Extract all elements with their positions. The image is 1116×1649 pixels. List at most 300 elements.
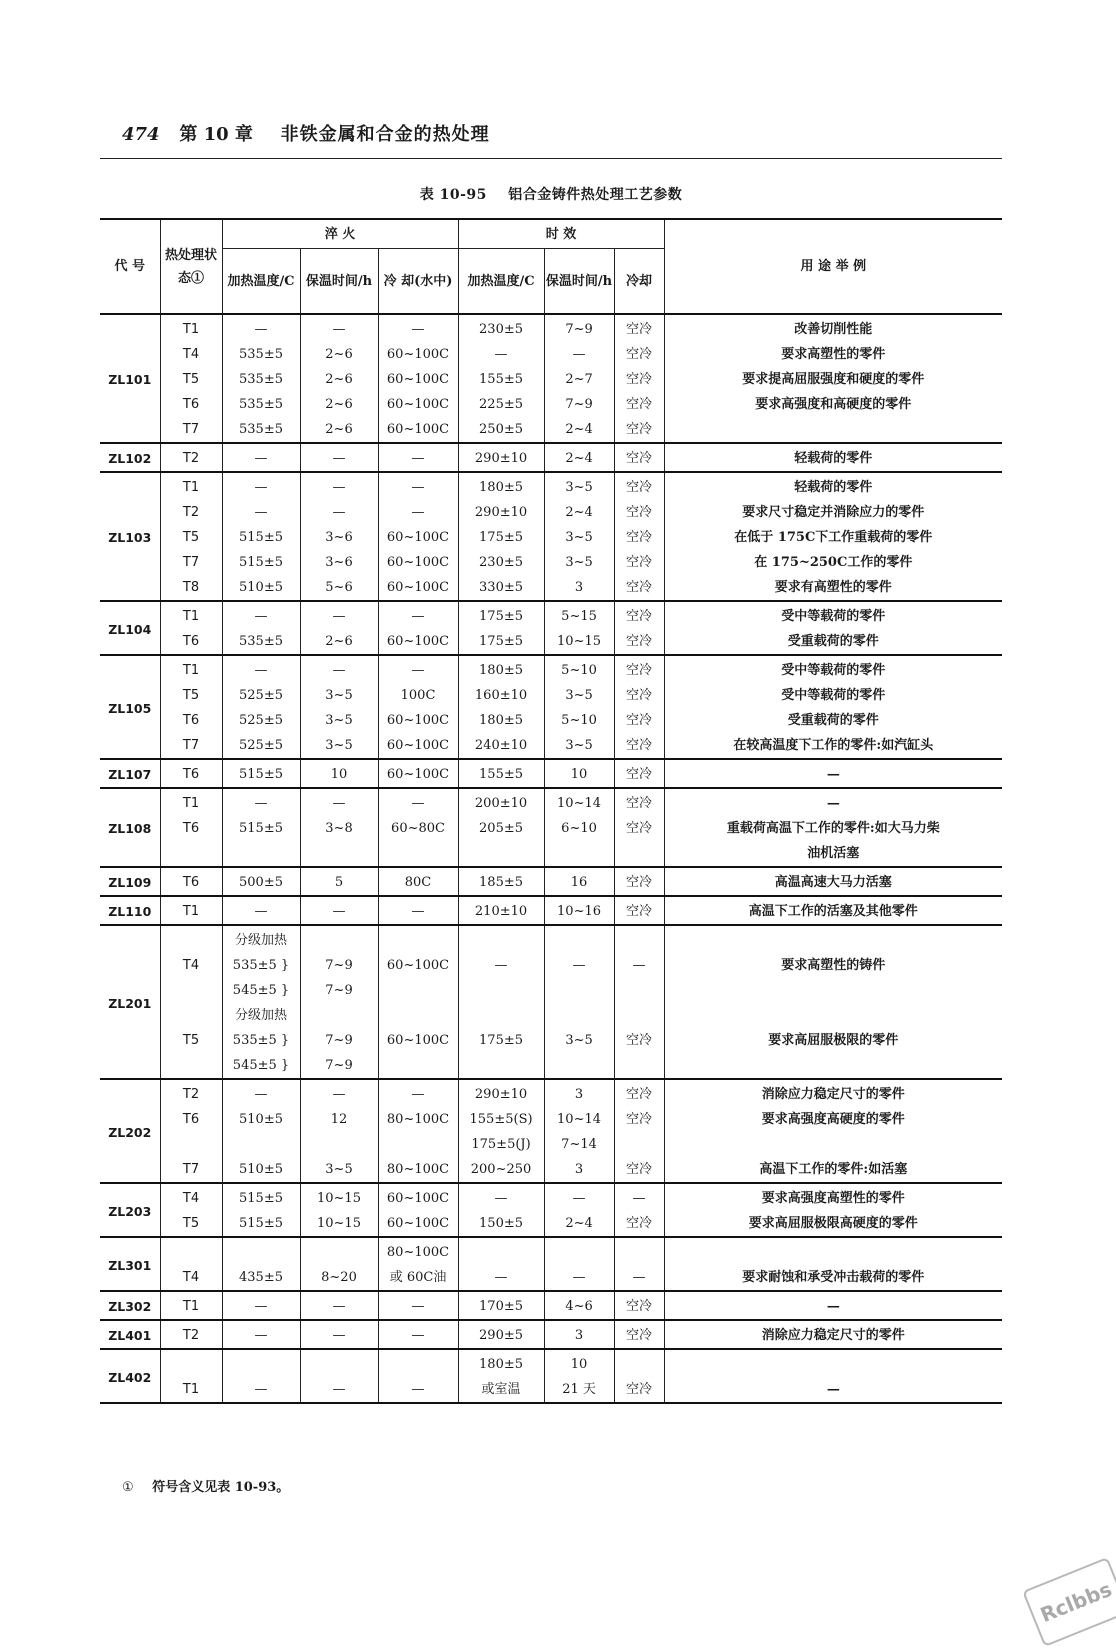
quench-time-cell: — <box>300 1291 378 1320</box>
quench-time-cell <box>300 841 378 867</box>
quench-cool-cell <box>378 1053 458 1079</box>
alloy-group <box>100 472 1002 601</box>
quench-time-cell <box>300 1132 378 1157</box>
quench-temp-cell: 535±5 } <box>222 1028 300 1053</box>
table-row <box>100 896 1002 925</box>
use-cell <box>664 1237 1002 1265</box>
use-cell: 受重载荷的零件 <box>664 708 1002 733</box>
quench-time-cell: 5 <box>300 867 378 896</box>
quench-temp-cell: — <box>222 443 300 472</box>
use-cell: 在低于 175C下工作重载荷的零件 <box>664 525 1002 550</box>
aging-time-cell: 3 <box>544 1079 614 1107</box>
use-cell <box>664 1349 1002 1377</box>
alloy-code: ZL201 <box>108 995 152 1011</box>
state-cell <box>160 1132 222 1157</box>
alloy-group <box>100 867 1002 896</box>
table-row <box>100 525 1002 550</box>
quench-cool-cell <box>378 925 458 953</box>
aging-cool-cell: 空冷 <box>614 1291 664 1320</box>
aging-temp-cell: 330±5 <box>458 575 544 601</box>
quench-cool-cell: — <box>378 1079 458 1107</box>
table-row <box>100 1320 1002 1349</box>
quench-temp-cell: 535±5 <box>222 629 300 655</box>
aging-temp-cell: 230±5 <box>458 314 544 342</box>
watermark-stamp: Rclbbs <box>1022 1557 1116 1647</box>
quench-time-cell <box>300 925 378 953</box>
aging-cool-cell <box>614 978 664 1003</box>
aging-time-cell: 3~5 <box>544 683 614 708</box>
aging-time-cell: 3 <box>544 1320 614 1349</box>
col-quench-cool-header: 冷 却(水中) <box>378 249 458 315</box>
footnote <box>122 1476 289 1495</box>
state-cell: T7 <box>160 550 222 575</box>
aging-time-cell: 5~10 <box>544 655 614 683</box>
alloy-code: ZL301 <box>108 1257 152 1273</box>
table-row <box>100 1053 1002 1079</box>
quench-cool-cell: — <box>378 1291 458 1320</box>
use-cell: 高温下工作的零件:如活塞 <box>664 1157 1002 1183</box>
quench-temp-cell: — <box>222 896 300 925</box>
alloy-group <box>100 1079 1002 1183</box>
state-cell: T6 <box>160 759 222 788</box>
table-row <box>100 759 1002 788</box>
table-row <box>100 1211 1002 1237</box>
aging-temp-cell: 175±5 <box>458 601 544 629</box>
quench-time-cell <box>300 1237 378 1265</box>
alloy-code: ZL402 <box>108 1369 152 1385</box>
aging-cool-cell: — <box>614 953 664 978</box>
alloy-group <box>100 1320 1002 1349</box>
aging-cool-cell: 空冷 <box>614 708 664 733</box>
quench-temp-cell <box>222 841 300 867</box>
state-cell: T1 <box>160 788 222 816</box>
state-cell: T5 <box>160 367 222 392</box>
aging-cool-cell: 空冷 <box>614 1028 664 1053</box>
aging-cool-cell <box>614 841 664 867</box>
col-quench-time-header: 保温时间/h <box>300 249 378 315</box>
alloy-group <box>100 314 1002 443</box>
quench-time-cell: — <box>300 788 378 816</box>
aging-cool-cell <box>614 925 664 953</box>
aging-temp-cell: 230±5 <box>458 550 544 575</box>
state-cell: T2 <box>160 443 222 472</box>
quench-time-cell: — <box>300 1320 378 1349</box>
alloy-group <box>100 759 1002 788</box>
quench-cool-cell <box>378 841 458 867</box>
state-cell: T6 <box>160 708 222 733</box>
table-row <box>100 1265 1002 1291</box>
quench-temp-cell: — <box>222 1377 300 1403</box>
aging-temp-cell: 175±5 <box>458 629 544 655</box>
quench-cool-cell: 60~100C <box>378 759 458 788</box>
aging-temp-cell <box>458 1003 544 1028</box>
aging-time-cell: 10~15 <box>544 629 614 655</box>
aging-time-cell: 2~7 <box>544 367 614 392</box>
aging-time-cell: 10~14 <box>544 1107 614 1132</box>
table-row <box>100 443 1002 472</box>
state-cell: T5 <box>160 683 222 708</box>
quench-temp-cell: 535±5 <box>222 392 300 417</box>
quench-time-cell: — <box>300 443 378 472</box>
aging-temp-cell: 150±5 <box>458 1211 544 1237</box>
use-cell: 要求提高屈服强度和硬度的零件 <box>664 367 1002 392</box>
table-row <box>100 683 1002 708</box>
aging-cool-cell <box>614 1349 664 1377</box>
state-cell <box>160 1349 222 1377</box>
quench-cool-cell: — <box>378 1377 458 1403</box>
quench-temp-cell: — <box>222 601 300 629</box>
quench-cool-cell: 60~100C <box>378 417 458 443</box>
col-code-header: 代 号 <box>114 259 146 274</box>
quench-temp-cell: 435±5 <box>222 1265 300 1291</box>
quench-temp-cell: — <box>222 1291 300 1320</box>
col-quench-temp-header: 加热温度/C <box>222 249 300 315</box>
quench-time-cell: 3~5 <box>300 683 378 708</box>
table-row <box>100 1377 1002 1403</box>
quench-time-cell: 2~6 <box>300 629 378 655</box>
state-cell: T7 <box>160 417 222 443</box>
use-cell: — <box>664 788 1002 816</box>
table-row <box>100 1157 1002 1183</box>
aging-time-cell: 10 <box>544 759 614 788</box>
aging-temp-cell <box>458 1053 544 1079</box>
aging-time-cell: 5~15 <box>544 601 614 629</box>
aging-time-cell: 10~14 <box>544 788 614 816</box>
use-cell: — <box>664 759 1002 788</box>
alloy-group <box>100 1291 1002 1320</box>
quench-time-cell: 7~9 <box>300 953 378 978</box>
aging-time-cell <box>544 1003 614 1028</box>
aging-cool-cell <box>614 1003 664 1028</box>
state-cell <box>160 1053 222 1079</box>
use-cell: 要求高屈服极限高硬度的零件 <box>664 1211 1002 1237</box>
state-cell: T7 <box>160 733 222 759</box>
quench-time-cell: 3~8 <box>300 816 378 841</box>
aging-time-cell: 2~4 <box>544 443 614 472</box>
aging-temp-cell: 200±10 <box>458 788 544 816</box>
state-cell: T5 <box>160 1028 222 1053</box>
aging-cool-cell: 空冷 <box>614 525 664 550</box>
quench-temp-cell: 535±5 <box>222 417 300 443</box>
aging-time-cell: 10 <box>544 1349 614 1377</box>
table-row <box>100 1349 1002 1377</box>
use-cell: 要求高屈服极限的零件 <box>664 1028 1002 1053</box>
use-cell: 高温下工作的活塞及其他零件 <box>664 896 1002 925</box>
aging-temp-cell: 175±5(J) <box>458 1132 544 1157</box>
alloy-code: ZL203 <box>108 1203 152 1219</box>
table-row <box>100 925 1002 953</box>
alloy-group <box>100 601 1002 655</box>
heat-treatment-table <box>100 218 1002 1404</box>
quench-temp-cell: — <box>222 314 300 342</box>
use-cell: 要求尺寸稳定并消除应力的零件 <box>664 500 1002 525</box>
quench-cool-cell: 60~100C <box>378 550 458 575</box>
aging-cool-cell: 空冷 <box>614 1107 664 1132</box>
aging-time-cell: — <box>544 1183 614 1211</box>
aging-time-cell: 3~5 <box>544 472 614 500</box>
quench-time-cell: — <box>300 472 378 500</box>
aging-temp-cell: 290±10 <box>458 1079 544 1107</box>
aging-time-cell: 3~5 <box>544 1028 614 1053</box>
table-row <box>100 1237 1002 1265</box>
aging-temp-cell: 155±5(S) <box>458 1107 544 1132</box>
page-header <box>122 120 1002 146</box>
use-cell: 油机活塞 <box>664 841 1002 867</box>
aging-time-cell <box>544 925 614 953</box>
aging-time-cell <box>544 1237 614 1265</box>
aging-cool-cell: — <box>614 1265 664 1291</box>
table-row <box>100 1132 1002 1157</box>
aging-temp-cell: 180±5 <box>458 708 544 733</box>
aging-cool-cell: 空冷 <box>614 392 664 417</box>
state-cell <box>160 978 222 1003</box>
use-cell: 轻载荷的零件 <box>664 472 1002 500</box>
table-row <box>100 629 1002 655</box>
alloy-group <box>100 1237 1002 1291</box>
quench-temp-cell: 535±5 } <box>222 953 300 978</box>
aging-cool-cell: 空冷 <box>614 1157 664 1183</box>
aging-time-cell: — <box>544 953 614 978</box>
quench-time-cell <box>300 1349 378 1377</box>
aging-temp-cell <box>458 925 544 953</box>
quench-temp-cell: 515±5 <box>222 1211 300 1237</box>
quench-cool-cell: 60~80C <box>378 816 458 841</box>
table-header <box>100 219 1002 314</box>
use-cell: 要求高强度和高硬度的零件 <box>664 392 1002 417</box>
use-cell <box>664 978 1002 1003</box>
aging-temp-cell: 180±5 <box>458 655 544 683</box>
quench-temp-cell: 500±5 <box>222 867 300 896</box>
state-cell: T6 <box>160 629 222 655</box>
use-cell: 在较高温度下工作的零件:如汽缸头 <box>664 733 1002 759</box>
col-aging-time-header: 保温时间/h <box>544 249 614 315</box>
alloy-group <box>100 1349 1002 1403</box>
quench-time-cell: — <box>300 896 378 925</box>
table-row <box>100 550 1002 575</box>
quench-cool-cell: — <box>378 314 458 342</box>
table-title: 铝合金铸件热处理工艺参数 <box>508 187 683 203</box>
quench-cool-cell: 60~100C <box>378 733 458 759</box>
quench-temp-cell: 525±5 <box>222 683 300 708</box>
table-row <box>100 417 1002 443</box>
state-cell: T4 <box>160 1183 222 1211</box>
table-row <box>100 953 1002 978</box>
quench-cool-cell: 80~100C <box>378 1107 458 1132</box>
quench-time-cell: — <box>300 1377 378 1403</box>
aging-temp-cell: 205±5 <box>458 816 544 841</box>
state-cell: T2 <box>160 1079 222 1107</box>
table-row <box>100 1291 1002 1320</box>
quench-cool-cell: 60~100C <box>378 1028 458 1053</box>
aging-cool-cell: 空冷 <box>614 443 664 472</box>
use-cell: 受中等载荷的零件 <box>664 655 1002 683</box>
quench-temp-cell <box>222 1237 300 1265</box>
state-cell: T4 <box>160 342 222 367</box>
table-row <box>100 708 1002 733</box>
header-rule <box>100 158 1002 159</box>
quench-cool-cell: 60~100C <box>378 342 458 367</box>
aging-time-cell: 5~10 <box>544 708 614 733</box>
aging-time-cell <box>544 841 614 867</box>
alloy-code: ZL101 <box>108 372 152 387</box>
quench-time-cell: 3~5 <box>300 708 378 733</box>
aging-temp-cell: 170±5 <box>458 1291 544 1320</box>
state-cell: T6 <box>160 816 222 841</box>
chapter-title: 非铁金属和合金的热处理 <box>280 124 490 145</box>
use-cell: 要求有高塑性的零件 <box>664 575 1002 601</box>
quench-time-cell: — <box>300 1079 378 1107</box>
aging-temp-cell: 200~250 <box>458 1157 544 1183</box>
aging-cool-cell: 空冷 <box>614 550 664 575</box>
aging-temp-cell: 180±5 <box>458 472 544 500</box>
table-row <box>100 867 1002 896</box>
state-cell: T6 <box>160 392 222 417</box>
use-cell: 受中等载荷的零件 <box>664 601 1002 629</box>
quench-temp-cell: 535±5 <box>222 367 300 392</box>
alloy-code: ZL105 <box>108 700 152 716</box>
use-cell: 改善切削性能 <box>664 314 1002 342</box>
use-cell: — <box>664 1377 1002 1403</box>
aging-temp-cell: — <box>458 1183 544 1211</box>
quench-cool-cell: — <box>378 655 458 683</box>
quench-cool-cell: 60~100C <box>378 629 458 655</box>
aging-cool-cell: 空冷 <box>614 629 664 655</box>
quench-temp-cell: — <box>222 1079 300 1107</box>
quench-cool-cell: 60~100C <box>378 1183 458 1211</box>
aging-cool-cell: 空冷 <box>614 472 664 500</box>
aging-cool-cell: 空冷 <box>614 342 664 367</box>
quench-temp-cell: 分级加热 <box>222 925 300 953</box>
quench-cool-cell: 80~100C <box>378 1237 458 1265</box>
table-row <box>100 1028 1002 1053</box>
alloy-code: ZL401 <box>108 1328 152 1343</box>
quench-temp-cell: 515±5 <box>222 525 300 550</box>
quench-temp-cell: 535±5 <box>222 342 300 367</box>
table-row <box>100 788 1002 816</box>
quench-temp-cell: 545±5 } <box>222 978 300 1003</box>
alloy-group <box>100 1183 1002 1237</box>
quench-time-cell: 5~6 <box>300 575 378 601</box>
table-row <box>100 472 1002 500</box>
state-cell: T1 <box>160 314 222 342</box>
quench-temp-cell: — <box>222 500 300 525</box>
quench-time-cell: — <box>300 314 378 342</box>
aging-temp-cell: 290±10 <box>458 500 544 525</box>
col-use-header: 用 途 举 例 <box>664 219 1002 314</box>
state-cell: T4 <box>160 953 222 978</box>
aging-time-cell <box>544 1053 614 1079</box>
col-state-header: 热处理状态① <box>160 219 222 314</box>
state-cell: T2 <box>160 1320 222 1349</box>
quench-cool-cell: 或 60C油 <box>378 1265 458 1291</box>
state-cell: T1 <box>160 1291 222 1320</box>
table-row <box>100 1079 1002 1107</box>
aging-temp-cell: — <box>458 1265 544 1291</box>
state-cell <box>160 1237 222 1265</box>
quench-temp-cell: 分级加热 <box>222 1003 300 1028</box>
use-cell: 在 175~250C工作的零件 <box>664 550 1002 575</box>
quench-temp-cell <box>222 1349 300 1377</box>
quench-cool-cell: — <box>378 788 458 816</box>
table-row <box>100 342 1002 367</box>
table-row <box>100 816 1002 841</box>
table-row <box>100 367 1002 392</box>
footnote-mark: ① <box>122 1480 134 1495</box>
table-caption <box>100 184 1002 204</box>
page-number: 474 <box>122 124 160 145</box>
state-cell: T1 <box>160 655 222 683</box>
quench-time-cell: — <box>300 601 378 629</box>
quench-time-cell: 2~6 <box>300 392 378 417</box>
quench-time-cell: 2~6 <box>300 367 378 392</box>
quench-cool-cell: 60~100C <box>378 1211 458 1237</box>
aging-temp-cell <box>458 978 544 1003</box>
table-number: 表 10-95 <box>419 187 487 203</box>
use-cell: 受重载荷的零件 <box>664 629 1002 655</box>
state-cell: T1 <box>160 472 222 500</box>
use-cell: 重载荷高温下工作的零件:如大马力柴 <box>664 816 1002 841</box>
aging-cool-cell: 空冷 <box>614 733 664 759</box>
quench-time-cell: 3~5 <box>300 733 378 759</box>
table-row <box>100 1003 1002 1028</box>
quench-time-cell: 3~6 <box>300 550 378 575</box>
use-cell <box>664 1053 1002 1079</box>
quench-cool-cell: — <box>378 1320 458 1349</box>
use-cell <box>664 1132 1002 1157</box>
table-row <box>100 1183 1002 1211</box>
quench-cool-cell: 60~100C <box>378 392 458 417</box>
quench-temp-cell: 515±5 <box>222 816 300 841</box>
alloy-code: ZL109 <box>108 875 152 890</box>
aging-time-cell: 10~16 <box>544 896 614 925</box>
aging-cool-cell: 空冷 <box>614 867 664 896</box>
aging-cool-cell: 空冷 <box>614 1377 664 1403</box>
use-cell <box>664 925 1002 953</box>
table-row <box>100 392 1002 417</box>
aging-time-cell: 7~14 <box>544 1132 614 1157</box>
quench-time-cell: — <box>300 655 378 683</box>
use-cell: 要求高塑性的铸件 <box>664 953 1002 978</box>
quench-cool-cell: — <box>378 896 458 925</box>
state-cell: T1 <box>160 896 222 925</box>
quench-temp-cell: — <box>222 788 300 816</box>
aging-temp-cell: — <box>458 953 544 978</box>
alloy-group <box>100 443 1002 472</box>
aging-temp-cell: 或室温 <box>458 1377 544 1403</box>
state-cell: T5 <box>160 525 222 550</box>
use-cell: 受中等载荷的零件 <box>664 683 1002 708</box>
aging-time-cell: 3~5 <box>544 525 614 550</box>
aging-time-cell: 4~6 <box>544 1291 614 1320</box>
quench-temp-cell: — <box>222 1320 300 1349</box>
chapter-number: 第 10 章 <box>179 124 253 145</box>
state-cell: T6 <box>160 1107 222 1132</box>
quench-temp-cell: 515±5 <box>222 550 300 575</box>
quench-temp-cell: 515±5 <box>222 1183 300 1211</box>
quench-cool-cell: 60~100C <box>378 575 458 601</box>
aging-temp-cell: 290±5 <box>458 1320 544 1349</box>
aging-cool-cell: 空冷 <box>614 1079 664 1107</box>
aging-temp-cell: 155±5 <box>458 759 544 788</box>
quench-cool-cell: 80~100C <box>378 1157 458 1183</box>
aging-cool-cell: 空冷 <box>614 683 664 708</box>
quench-cool-cell: 60~100C <box>378 525 458 550</box>
aging-cool-cell: 空冷 <box>614 500 664 525</box>
aging-temp-cell: 175±5 <box>458 1028 544 1053</box>
use-cell: 消除应力稳定尺寸的零件 <box>664 1079 1002 1107</box>
aging-temp-cell: 240±10 <box>458 733 544 759</box>
aging-time-cell: 3~5 <box>544 550 614 575</box>
